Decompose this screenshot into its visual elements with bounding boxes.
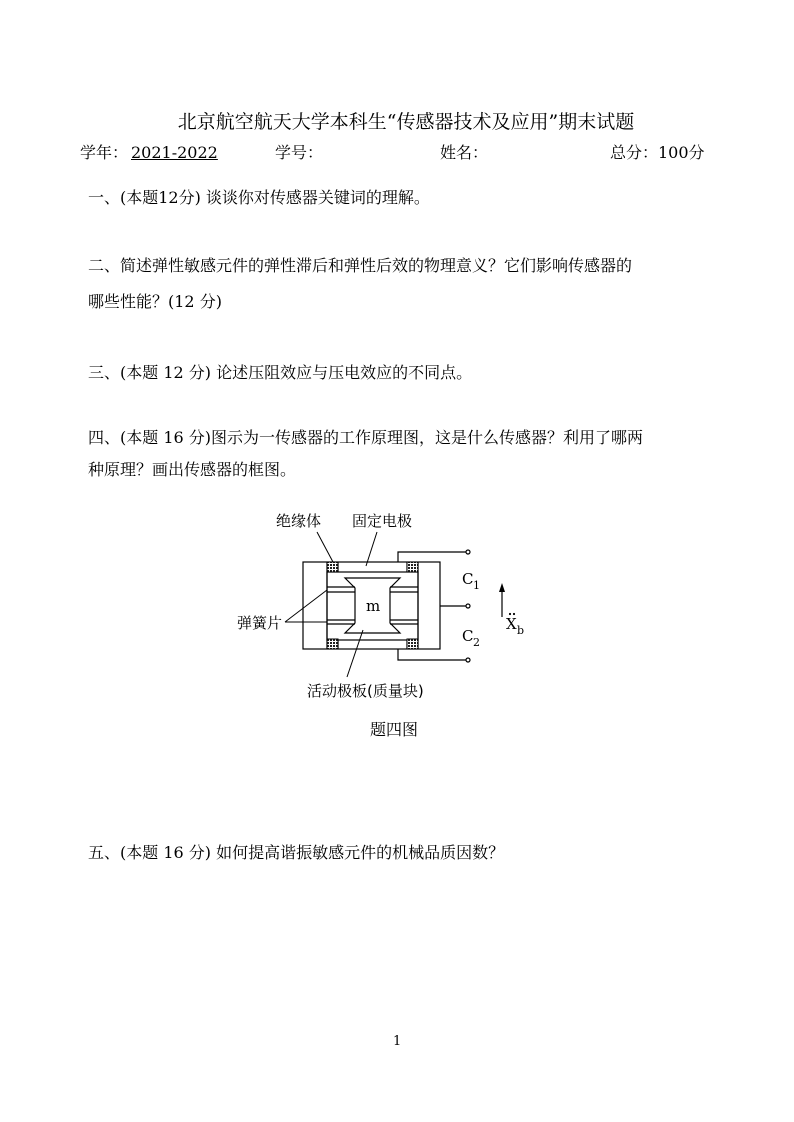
label-acceleration-sub: b [517,624,525,637]
label-fixed-electrode: 固定电极 [352,512,413,530]
label-insulator: 绝缘体 [276,512,322,530]
page-title: 北京航空航天大学本科生“传感器技术及应用”期末试题 [177,111,635,133]
arrow-head-icon [499,583,505,592]
year-value: 2021-2022 [131,143,218,162]
question-3: 三、(本题 12 分) 论述压阻效应与压电效应的不同点。 [88,363,473,382]
question-2: 二、简述弹性敏感元件的弹性滞后和弹性后效的物理意义？它们影响传感器的 [88,256,633,275]
label-spring: 弹簧片 [237,614,283,632]
total-score: 总分：100分 [610,143,705,162]
label-moving-plate: 活动极板(质量块) [307,682,424,700]
label-mass: m [366,597,381,615]
figure-caption: 题四图 [370,720,419,739]
label-c2: C [462,627,474,645]
label-c1-sub: 1 [473,579,480,592]
terminal-top [466,550,470,554]
question-4-cont: 种原理？画出传感器的框图。 [88,460,297,479]
label-acceleration: X [506,615,517,633]
terminal-middle [466,604,470,608]
question-4: 四、(本题 16 分)图示为一传感器的工作原理图，这是什么传感器？利用了哪两 [88,428,644,447]
label-c1: C [462,570,474,588]
question-2-cont: 哪些性能？(12 分) [88,292,222,311]
label-c2-sub: 2 [473,636,480,649]
terminal-bottom [466,658,470,662]
double-dot-icon [513,613,515,615]
question-1: 一、(本题12分) 谈谈你对传感器关键词的理解。 [88,188,430,207]
question-5: 五、(本题 16 分) 如何提高谐振敏感元件的机械品质因数？ [88,843,505,862]
student-id-label: 学号： [275,143,324,162]
name-label: 姓名： [440,143,489,162]
year-label: 学年： [80,143,129,162]
page-number: 1 [393,1034,402,1049]
double-dot-icon [509,613,511,615]
